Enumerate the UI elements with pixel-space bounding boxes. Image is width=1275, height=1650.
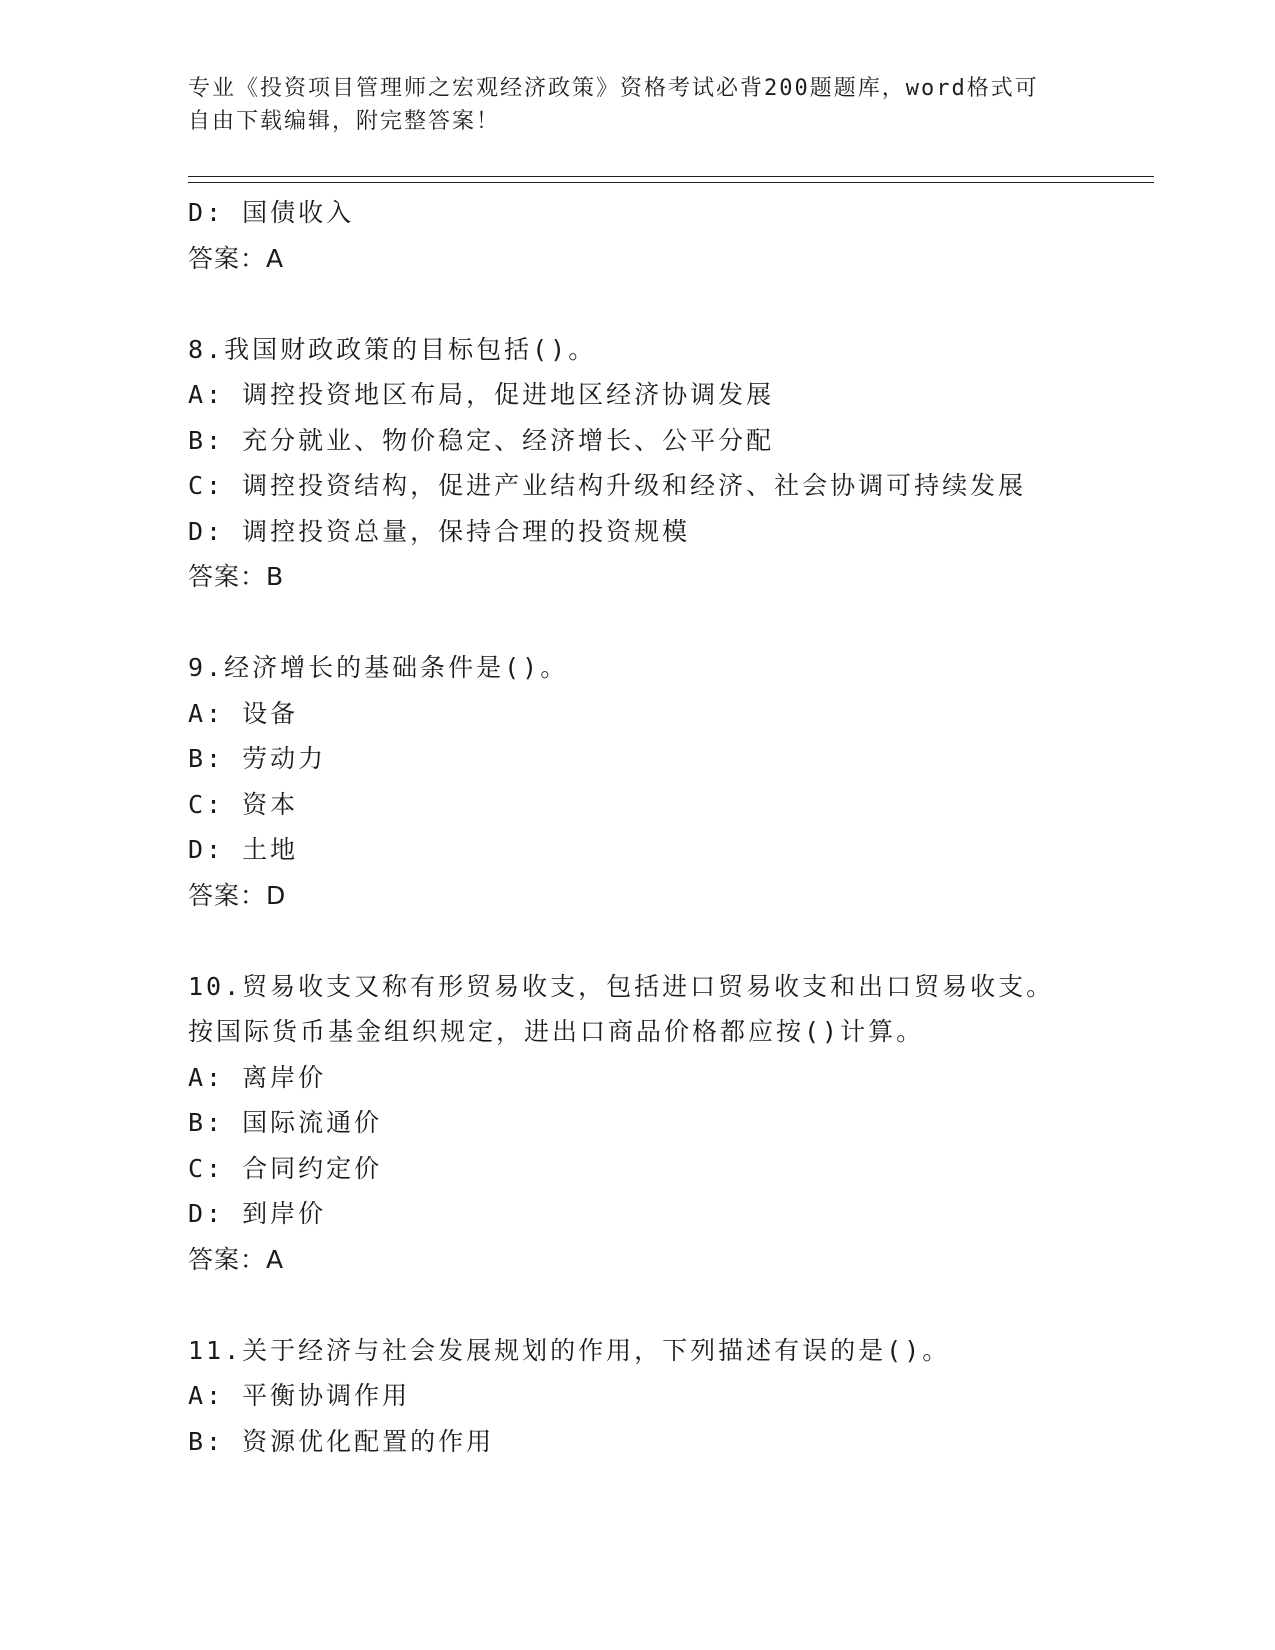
header-rule-bottom <box>188 182 1154 183</box>
spacer <box>188 1282 1138 1328</box>
spacer <box>188 600 1138 646</box>
question-stem: 8.我国财政政策的目标包括()。 <box>188 334 597 364</box>
answer-line: 答案：D <box>188 880 287 910</box>
option-b: B: 资源优化配置的作用 <box>188 1426 495 1456</box>
option-b: B: 充分就业、物价稳定、经济增长、公平分配 <box>188 425 775 455</box>
option-a: A: 调控投资地区布局，促进地区经济协调发展 <box>188 380 775 409</box>
answer-line: 答案：A <box>188 243 285 273</box>
option-d: D: 国债收入 <box>188 198 355 227</box>
answer-line: 答案：A <box>188 1244 285 1274</box>
answer-line: 答案：B <box>188 562 285 591</box>
option-b: B: 劳动力 <box>188 744 327 773</box>
question-block-9 <box>188 645 1138 918</box>
option-d: D: 到岸价 <box>188 1199 327 1228</box>
option-a: A: 平衡协调作用 <box>188 1381 411 1410</box>
header-line-2: 自由下载编辑，附完整答案！ <box>188 109 501 134</box>
question-stem-line-1: 10.贸易收支又称有形贸易收支，包括进口贸易收支和出口贸易收支。 <box>188 971 1055 1001</box>
question-stem: 11.关于经济与社会发展规划的作用，下列描述有误的是()。 <box>188 1335 951 1365</box>
question-block-8 <box>188 327 1138 600</box>
spacer <box>188 918 1138 964</box>
option-c: C: 资本 <box>188 789 299 819</box>
option-c: C: 合同约定价 <box>188 1153 383 1183</box>
option-d: D: 调控投资总量，保持合理的投资规模 <box>188 516 691 546</box>
option-a: A: 离岸价 <box>188 1062 327 1092</box>
option-c: C: 调控投资结构，促进产业结构升级和经济、社会协调可持续发展 <box>188 471 1027 500</box>
question-stem: 9.经济增长的基础条件是()。 <box>188 653 569 682</box>
question-block-11 <box>188 1328 1138 1465</box>
question-block-prev <box>188 190 1138 281</box>
option-b: B: 国际流通价 <box>188 1108 383 1137</box>
page-header <box>188 72 1068 138</box>
spacer <box>188 281 1138 327</box>
question-list <box>188 190 1138 1464</box>
header-rule-top <box>188 176 1154 177</box>
question-stem-line-2: 按国际货币基金组织规定，进出口商品价格都应按()计算。 <box>188 1017 925 1046</box>
option-a: A: 设备 <box>188 698 299 728</box>
header-line-1: 专业《投资项目管理师之宏观经济政策》资格考试必背200题题库，word格式可 <box>188 76 1039 101</box>
option-d: D: 土地 <box>188 835 299 864</box>
question-block-10 <box>188 964 1138 1283</box>
